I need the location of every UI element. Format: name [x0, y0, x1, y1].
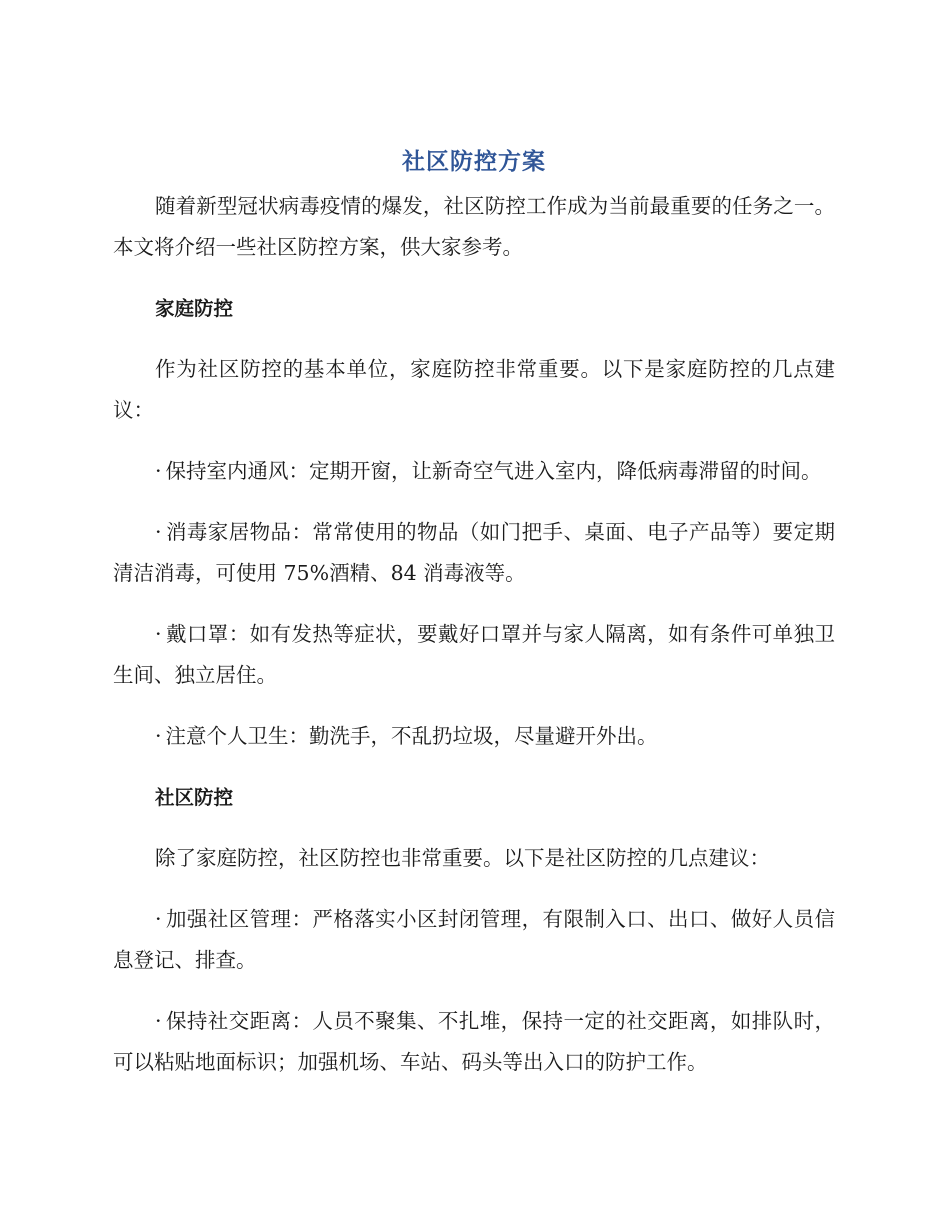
intro-paragraph: 随着新型冠状病毒疫情的爆发，社区防控工作成为当前最重要的任务之一。本文将介绍一些社区防控方案，供大家参考。: [113, 194, 835, 259]
section-home-prevention: [113, 288, 835, 757]
section-lead: 作为社区防控的基本单位，家庭防控非常重要。以下是家庭防控的几点建议：: [113, 357, 835, 422]
bullet-text: 保持室内通风：定期开窗，让新奇空气进入室内，降低病毒滞留的时间。: [165, 459, 822, 483]
bullet-dot-icon: ·: [155, 724, 162, 748]
section-heading: 家庭防控: [155, 297, 234, 320]
bullet-item: [113, 1001, 835, 1083]
bullet-text: 注意个人卫生：勤洗手，不乱扔垃圾，尽量避开外出。: [165, 724, 658, 748]
bullet-item: [113, 512, 835, 594]
section-heading: 社区防控: [155, 786, 234, 809]
section-community-prevention: [113, 777, 835, 1083]
bullet-text: 戴口罩：如有发热等症状，要戴好口罩并与家人隔离，如有条件可单独卫生间、独立居住。: [113, 622, 835, 687]
bullet-dot-icon: ·: [155, 907, 162, 931]
bullet-dot-icon: ·: [155, 1009, 162, 1033]
bullet-text: 保持社交距离：人员不聚集、不扎堆，保持一定的社交距离，如排队时，可以粘贴地面标识；加强机场、车站、码头等出入口的防护工作。: [113, 1009, 835, 1074]
bullet-text: 加强社区管理：严格落实小区封闭管理，有限制入口、出口、做好人员信息登记、排查。: [113, 907, 835, 972]
bullet-text: 消毒家居物品：常常使用的物品（如门把手、桌面、电子产品等）要定期清洁消毒，可使用 75%酒精、84 消毒液等。: [113, 520, 835, 585]
bullet-dot-icon: ·: [155, 622, 162, 646]
bullet-dot-icon: ·: [155, 520, 162, 544]
bullet-dot-icon: ·: [155, 459, 162, 483]
bullet-item: [113, 716, 835, 757]
section-lead: 除了家庭防控，社区防控也非常重要。以下是社区防控的几点建议：: [155, 846, 770, 870]
page-title: 社区防控方案: [402, 149, 546, 175]
bullet-item: [113, 899, 835, 981]
document-body: [113, 142, 835, 1103]
bullet-item: [113, 614, 835, 696]
bullet-item: [113, 451, 835, 492]
